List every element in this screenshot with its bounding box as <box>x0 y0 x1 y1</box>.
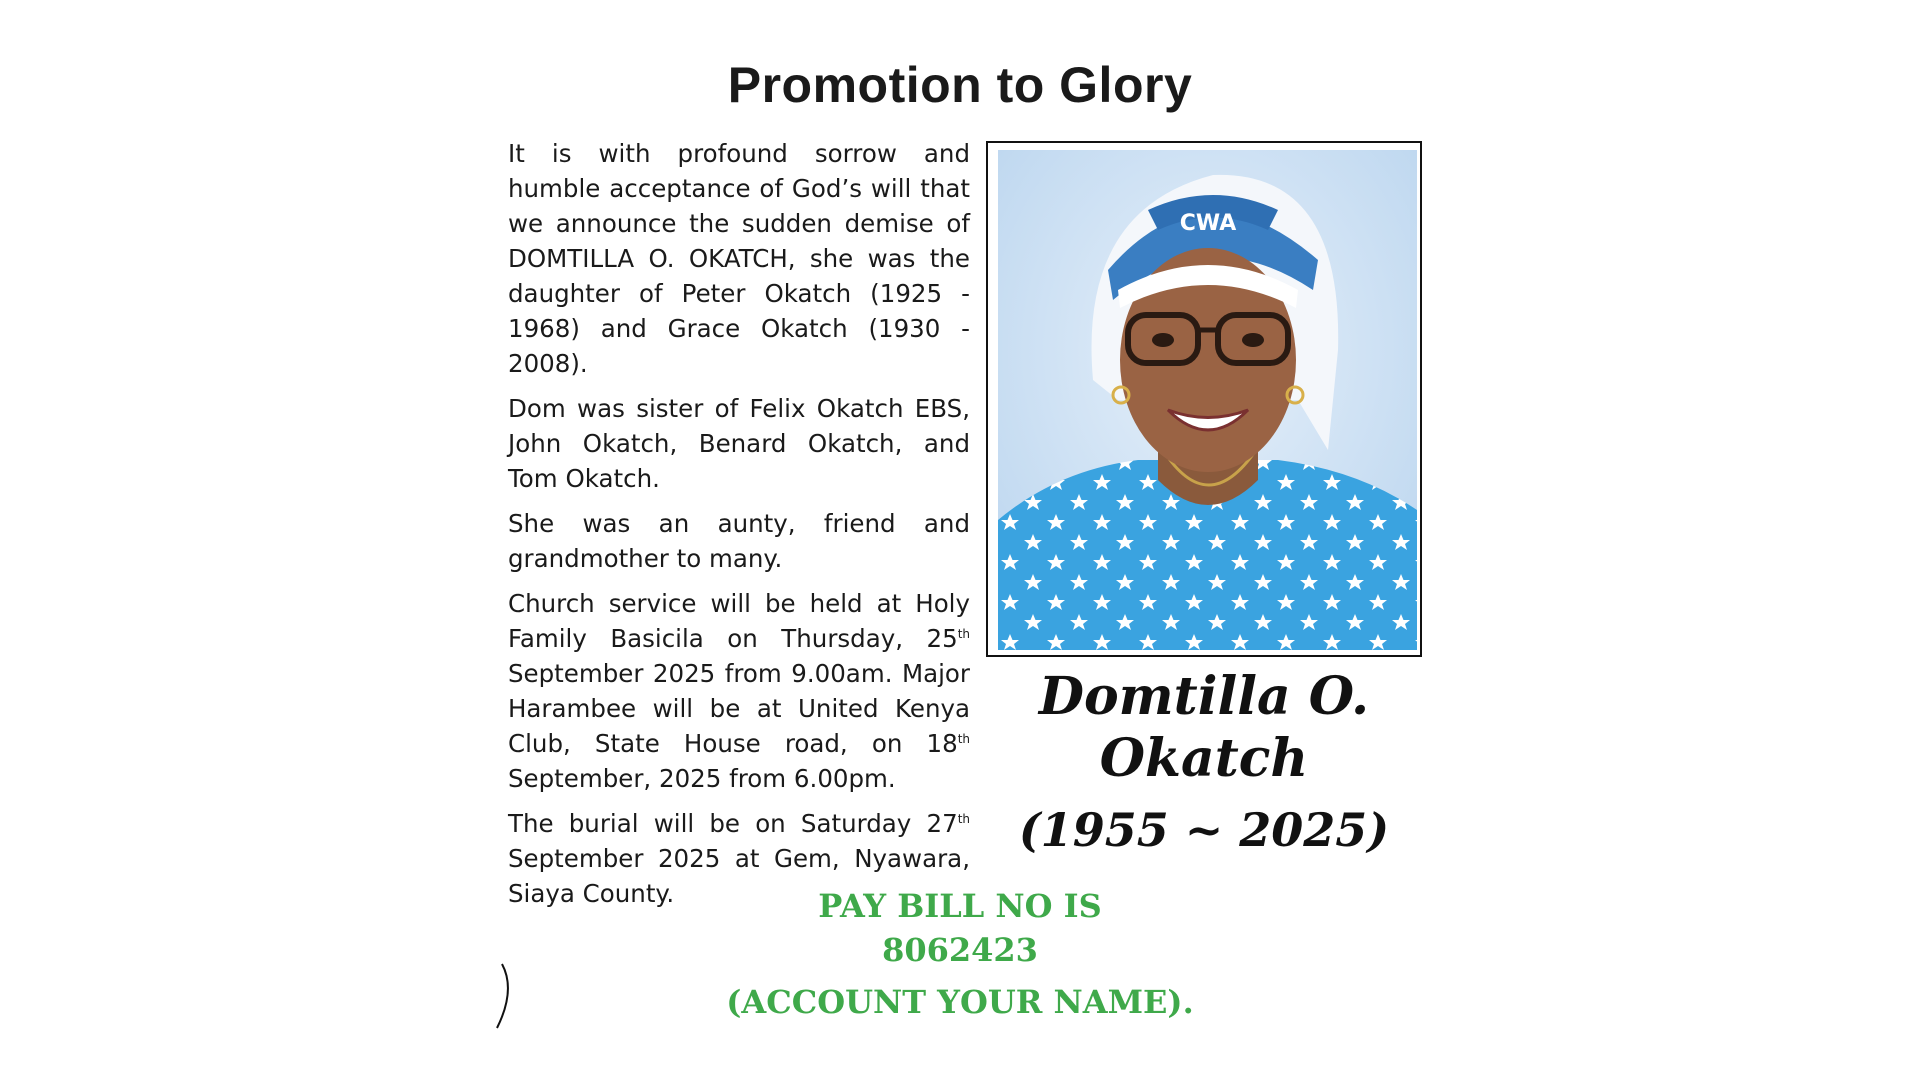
page-title: Promotion to Glory <box>727 57 1193 113</box>
life-years: (1955 ~ 2025) <box>1018 803 1390 857</box>
paragraph-announcement: It is with profound sorrow and humble acceptance of God’s will that we announce the sudden demise of DOMTILLA O. OKATCH, she was the daughter of Peter Okatch (1925 - 1968) and Grace Okatch (1930 - 2008). <box>508 139 970 378</box>
portrait-frame <box>986 141 1422 657</box>
portrait-photo <box>998 150 1417 650</box>
deceased-name-block <box>986 666 1422 860</box>
church-service-text-2: September 2025 from 9.00am. Major Harambee will be at United Kenya Club, State House road, on 18 <box>508 659 970 758</box>
burial-text-2: September 2025 at Gem, Nyawara, Siaya County. <box>508 844 970 908</box>
deceased-name-line-2: Okatch <box>1099 728 1309 789</box>
burial-text-1: The burial will be on Saturday 27 <box>508 809 958 838</box>
headscarf-text: CWA <box>1179 211 1237 236</box>
obituary-text <box>508 136 970 921</box>
ordinal-suffix: th <box>957 811 970 826</box>
paybill-heading: PAY BILL NO IS <box>818 887 1102 925</box>
ordinal-suffix: th <box>957 626 970 641</box>
ordinal-suffix: th <box>957 731 970 746</box>
paybill-number: 8062423 <box>882 931 1038 969</box>
paragraph-church-service <box>508 586 970 796</box>
paybill-account: (ACCOUNT YOUR NAME). <box>726 983 1194 1021</box>
paragraph-siblings: Dom was sister of Felix Okatch EBS, John Okatch, Benard Okatch, and Tom Okatch. <box>508 394 970 493</box>
paragraph-relations: She was an aunty, friend and grandmother to many. <box>508 509 970 573</box>
church-service-text-3: September, 2025 from 6.00pm. <box>508 764 896 793</box>
portrait-illustration <box>998 150 1417 650</box>
stray-pen-mark <box>494 962 514 1032</box>
paybill-block <box>0 884 1920 1024</box>
church-service-text-1: Church service will be held at Holy Family Basicila on Thursday, 25 <box>508 589 970 653</box>
deceased-name-line-1: Domtilla O. <box>1038 666 1370 727</box>
